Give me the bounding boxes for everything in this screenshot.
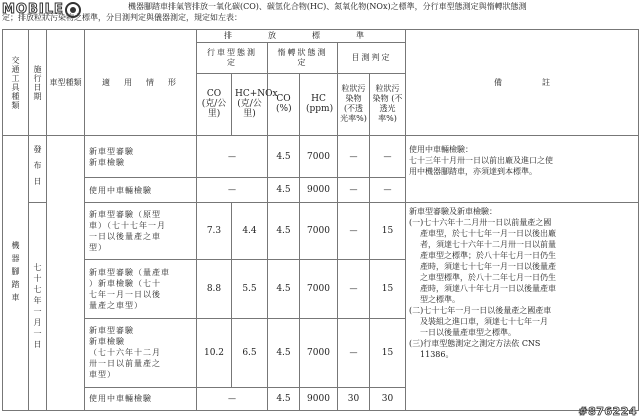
header-pm-visual: 粒狀污染物 (不透光率%): [338, 73, 370, 136]
remarks-bottom-cell: 新車型審驗及新車檢驗： (一)七十六年十二月卅一日以前量產之國 產車型，於七十七年一月一日以後出廠 者，須達七十六年十二月卅一日以前量 產車型之標準；於八十年七月一日仍生 產時，須達七十七年一月一日以後量產 之車型標準，於八十二年七月一日仍生 產時，須達八十年七月一日以後量產車 型之標準。 (二)七十七年一月一日以後量產之國產車 及裝組之進口車，須達七十七年一月 一日以後量產車型之標準。 (三)行車型態測定之測定方法依 CNS 11386。: [406, 203, 639, 411]
driving-mode-dash: —: [197, 136, 268, 178]
header-hcnox-gkm: HC+NOx (克/公里): [232, 73, 268, 136]
header-driving-mode: 行車型態測 定: [197, 43, 268, 73]
co-idle-cell: 4.5: [268, 387, 300, 410]
instrument-cell: 15: [370, 203, 406, 260]
logo-text: MOBILE: [2, 2, 64, 17]
hc-idle-cell: 7000: [300, 318, 338, 387]
date-announced-cell: 發布日: [29, 136, 47, 203]
table-row: [3, 136, 639, 178]
co-idle-cell: 4.5: [268, 259, 300, 318]
header-emission-standard: 排 放 標 準: [197, 30, 406, 43]
header-pm-instrument: 粒狀污染物 (不透光率%): [370, 73, 406, 136]
header-vehicle-type: 交通工具種類: [3, 30, 29, 136]
intro-line-1: 機器腳踏車排氣管排放一氧化碳(CO)、碳氫化合物(HC)、氮氧化物(NOx)之標準，分行車型態測定與惰轉狀態測: [128, 2, 527, 11]
application-cell: 新車型審驗（量產車 ）新車檢驗（七十 七年一月一日以後 量產之車型）: [85, 259, 197, 318]
instrument-cell: 15: [370, 318, 406, 387]
header-effective-date: 施行日期: [29, 30, 47, 136]
hc-idle-cell: 9000: [300, 387, 338, 410]
visual-cell: —: [338, 259, 370, 318]
header-remarks: 備 註: [406, 30, 639, 136]
co-idle-cell: 4.5: [268, 136, 300, 178]
header-visual-judgment: 目測判定: [338, 43, 406, 73]
hc-idle-cell: 7000: [300, 203, 338, 260]
application-cell: 新車型審驗 新車檢驗: [85, 136, 197, 178]
date-1988-cell: 七十七年一月一日: [29, 203, 47, 411]
visual-cell: 30: [338, 387, 370, 410]
hcnox-cell: 6.5: [232, 318, 268, 387]
co-drive-cell: 7.3: [197, 203, 232, 260]
watermark-id: #876224: [578, 405, 637, 418]
instrument-cell: —: [370, 177, 406, 202]
table-row: [3, 203, 639, 260]
application-cell: 新車型審驗 新車檢驗 （七十六年十二月 卅一日以前量產之 車型）: [85, 318, 197, 387]
intro-line-2: 定；排放粒狀污染物之標準，分目測判定與儀器測定，規定如左表：: [2, 13, 242, 22]
header-co-percent: CO (%): [268, 73, 300, 136]
logo-ring-icon: [65, 2, 81, 18]
header-idle-mode: 惰轉狀態測 定: [268, 43, 338, 73]
mobile01-logo: [2, 2, 81, 17]
intro-paragraph: [0, 1, 640, 23]
hc-idle-cell: 7000: [300, 136, 338, 178]
vehicle-type-cell: 機器腳踏車: [3, 136, 29, 411]
instrument-cell: 15: [370, 259, 406, 318]
visual-cell: —: [338, 177, 370, 202]
driving-mode-dash: —: [197, 387, 268, 410]
application-cell: 新車型審驗（原型 車）（七十七年一月 一日以後量產之車 型）: [85, 203, 197, 260]
co-idle-cell: 4.5: [268, 318, 300, 387]
application-cell: 使用中車輛檢驗: [85, 177, 197, 202]
header-application: 適 用 情 形: [85, 30, 197, 136]
hc-idle-cell: 7000: [300, 259, 338, 318]
header-co-gkm: CO (克/公里): [197, 73, 232, 136]
visual-cell: —: [338, 136, 370, 178]
model-type-cell: [47, 136, 85, 411]
hcnox-cell: 4.4: [232, 203, 268, 260]
remarks-top-cell: 使用中車輛檢驗： 七十三年十月卅一日以前出廠及進口之使 用中機器腳踏車，亦須達到本標準。: [406, 136, 639, 203]
application-cell: 使用中車輛檢驗: [85, 387, 197, 410]
visual-cell: —: [338, 203, 370, 260]
header-hc-ppm: HC (ppm): [300, 73, 338, 136]
instrument-cell: —: [370, 136, 406, 178]
header-model-type: 車型種類: [47, 30, 85, 136]
co-idle-cell: 4.5: [268, 203, 300, 260]
co-idle-cell: 4.5: [268, 177, 300, 202]
hc-idle-cell: 9000: [300, 177, 338, 202]
instrument-cell: 30: [370, 387, 406, 410]
co-drive-cell: 10.2: [197, 318, 232, 387]
driving-mode-dash: —: [197, 177, 268, 202]
co-drive-cell: 8.8: [197, 259, 232, 318]
visual-cell: —: [338, 318, 370, 387]
hcnox-cell: 5.5: [232, 259, 268, 318]
emission-standards-table: [2, 29, 639, 411]
